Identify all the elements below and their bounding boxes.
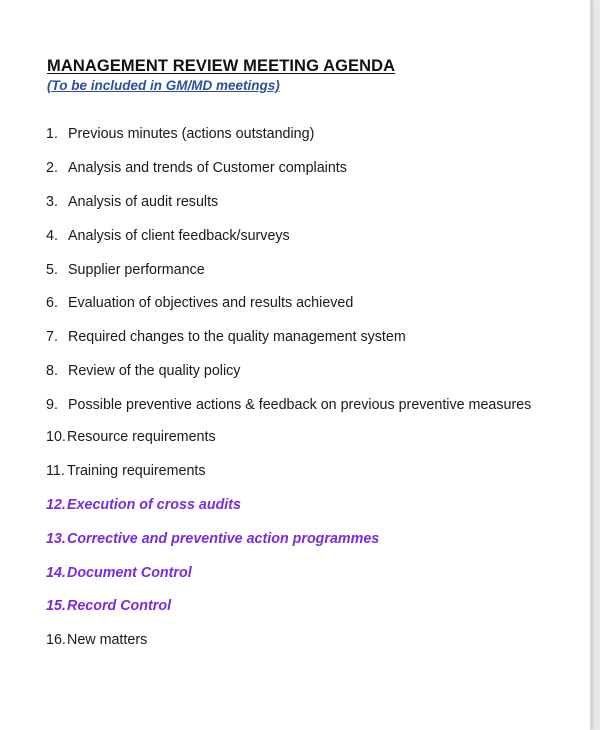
item-number: 2. bbox=[46, 160, 58, 176]
agenda-item bbox=[46, 497, 241, 513]
agenda-item bbox=[46, 194, 218, 210]
agenda-item bbox=[46, 565, 192, 581]
agenda-item bbox=[46, 329, 406, 345]
item-text: Analysis and trends of Customer complaints bbox=[68, 160, 347, 176]
agenda-item bbox=[46, 632, 147, 648]
document-subtitle: (To be included in GM/MD meetings) bbox=[47, 78, 280, 93]
item-number: 10. bbox=[46, 429, 66, 445]
agenda-item bbox=[46, 228, 290, 244]
agenda-item bbox=[46, 429, 216, 445]
item-text: Evaluation of objectives and results achieved bbox=[68, 295, 354, 311]
agenda-item bbox=[46, 397, 531, 413]
agenda-item bbox=[46, 463, 206, 479]
item-number: 3. bbox=[46, 194, 58, 210]
item-text: Review of the quality policy bbox=[68, 363, 241, 379]
item-number: 9. bbox=[46, 397, 58, 413]
agenda-item bbox=[46, 295, 353, 311]
item-text: New matters bbox=[67, 632, 148, 648]
item-number: 14. bbox=[46, 565, 66, 581]
item-text: Document Control bbox=[67, 565, 192, 581]
agenda-item bbox=[46, 363, 240, 379]
item-number: 15. bbox=[46, 598, 66, 614]
item-number: 8. bbox=[46, 363, 58, 379]
item-text: Analysis of client feedback/surveys bbox=[68, 228, 290, 244]
agenda-item bbox=[46, 126, 314, 142]
item-number: 7. bbox=[46, 329, 58, 345]
item-text: Supplier performance bbox=[68, 262, 205, 278]
item-number: 5. bbox=[46, 262, 58, 278]
item-text: Resource requirements bbox=[67, 429, 216, 445]
agenda-item bbox=[46, 531, 379, 547]
item-number: 1. bbox=[46, 126, 58, 142]
item-text: Corrective and preventive action programmes bbox=[67, 531, 380, 547]
agenda-item bbox=[46, 598, 171, 614]
item-number: 16. bbox=[46, 632, 66, 648]
item-number: 6. bbox=[46, 295, 58, 311]
item-text: Analysis of audit results bbox=[68, 194, 219, 210]
agenda-item bbox=[46, 160, 347, 176]
item-text: Execution of cross audits bbox=[67, 497, 241, 513]
item-text: Record Control bbox=[67, 598, 172, 614]
item-number: 4. bbox=[46, 228, 58, 244]
item-number: 12. bbox=[46, 497, 66, 513]
item-text: Required changes to the quality management system bbox=[68, 329, 406, 345]
item-number: 11. bbox=[46, 463, 65, 479]
item-text: Possible preventive actions & feedback on previous preventive measures bbox=[68, 397, 532, 413]
item-text: Training requirements bbox=[67, 463, 206, 479]
item-number: 13. bbox=[46, 531, 66, 547]
agenda-item bbox=[46, 262, 205, 278]
item-text: Previous minutes (actions outstanding) bbox=[68, 126, 315, 142]
document-title: MANAGEMENT REVIEW MEETING AGENDA bbox=[47, 57, 396, 75]
